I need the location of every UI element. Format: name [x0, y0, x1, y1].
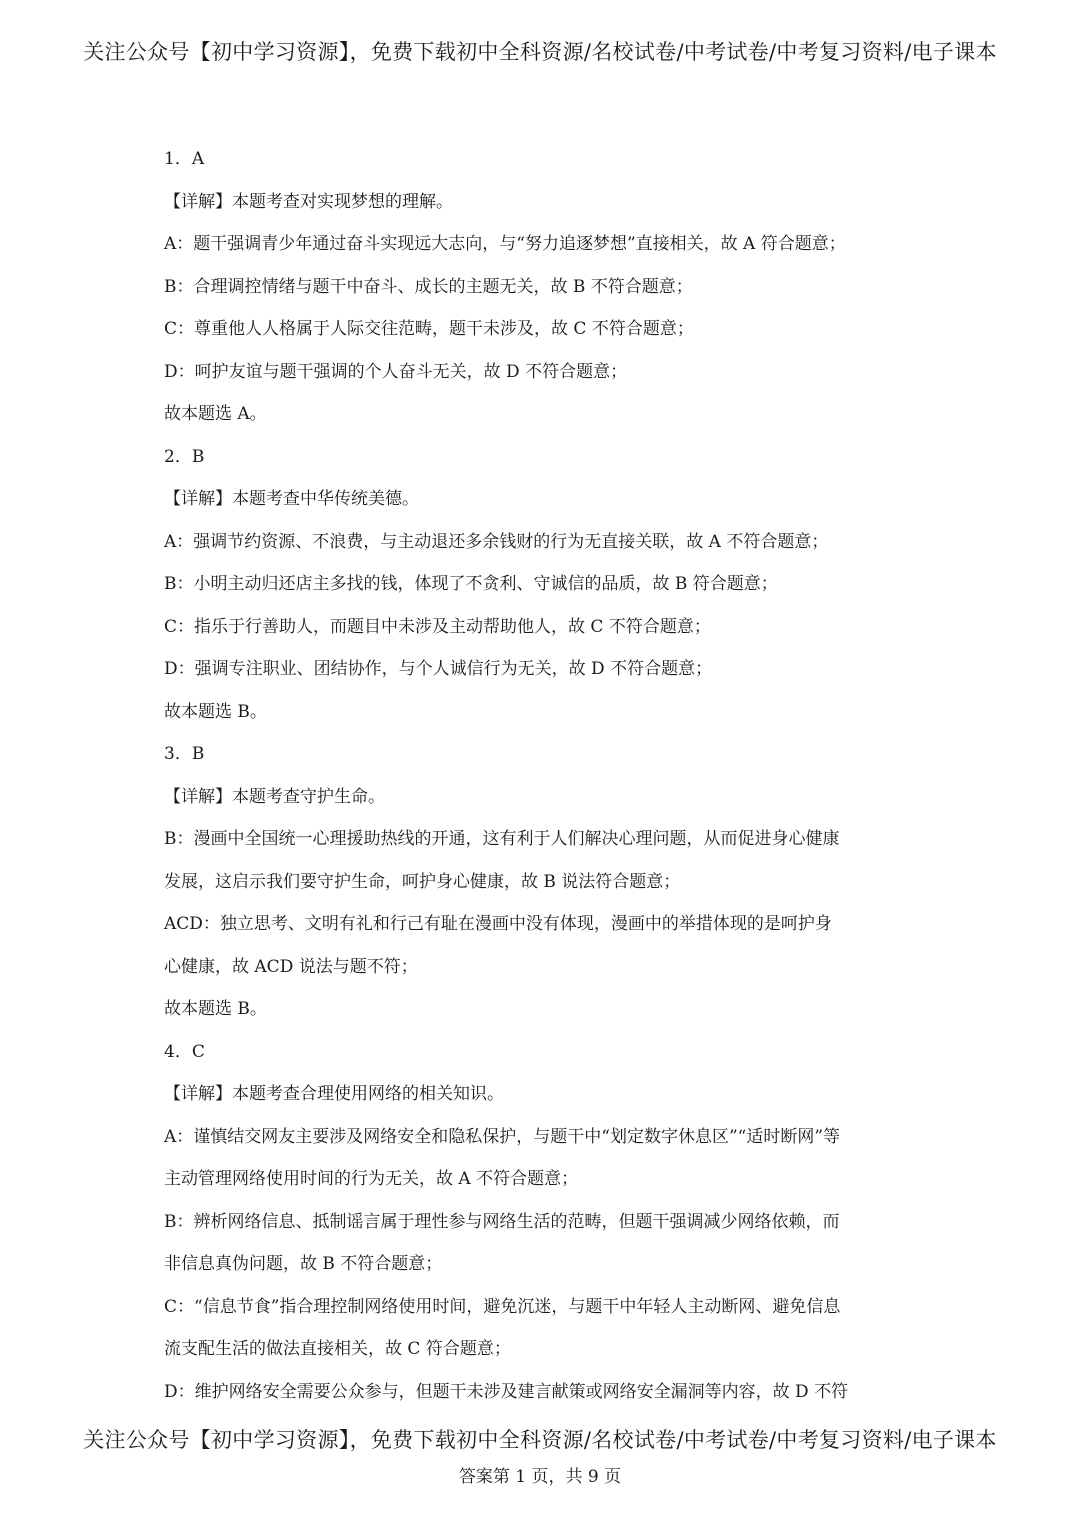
q3-option-acd-line1: ACD：独立思考、文明有礼和行己有耻在漫画中没有体现，漫画中的举措体现的是呵护身 [164, 914, 832, 934]
answer-content [164, 138, 924, 1413]
q3-option-b-line1: B：漫画中全国统一心理援助热线的开通，这有利于人们解决心理问题，从而促进身心健康 [164, 829, 840, 849]
q1-option-c: C：尊重他人人格属于人际交往范畴，题干未涉及，故 C 不符合题意； [164, 319, 694, 339]
header-promo-banner: 关注公众号【初中学习资源】，免费下载初中全科资源/名校试卷/中考试卷/中考复习资料/电子课本 [83, 40, 997, 64]
q4-option-c-line2: 流支配生活的做法直接相关，故 C 符合题意； [164, 1339, 511, 1359]
q2-answer: 2．B [164, 446, 205, 467]
q1-conclusion: 故本题选 A。 [164, 404, 267, 424]
q1-option-a: A：题干强调青少年通过奋斗实现远大志向，与“努力追逐梦想”直接相关，故 A 符合题意； [164, 234, 846, 254]
q2-conclusion: 故本题选 B。 [164, 701, 267, 722]
q1-option-b: B：合理调控情绪与题干中奋斗、成长的主题无关，故 B 不符合题意； [164, 276, 693, 297]
q4-option-a-line2: 主动管理网络使用时间的行为无关，故 A 不符合题意； [164, 1169, 579, 1189]
q3-option-acd-line2: 心健康，故 ACD 说法与题不符； [164, 956, 418, 977]
q4-option-b-line2: 非信息真伪问题，故 B 不符合题意； [164, 1254, 443, 1274]
page-number: 答案第 1 页，共 9 页 [458, 1467, 622, 1487]
q4-option-c-line1: C：“信息节食”指合理控制网络使用时间，避免沉迷，与题干中年轻人主动断网、避免信息 [164, 1296, 841, 1317]
q2-explanation-heading: 【详解】本题考查中华传统美德。 [164, 489, 419, 509]
q4-option-a-line1: A：谨慎结交网友主要涉及网络安全和隐私保护，与题干中“划定数字休息区”“适时断网”等 [164, 1126, 841, 1147]
q4-explanation-heading: 【详解】本题考查合理使用网络的相关知识。 [164, 1084, 504, 1104]
q2-option-c: C：指乐于行善助人，而题目中未涉及主动帮助他人，故 C 不符合题意； [164, 616, 711, 637]
q3-answer: 3．B [164, 744, 205, 764]
q2-option-d: D：强调专注职业、团结协作，与个人诚信行为无关，故 D 不符合题意； [164, 659, 713, 679]
q1-answer: 1．A [164, 149, 205, 169]
q2-option-a: A：强调节约资源、不浪费，与主动退还多余钱财的行为无直接关联，故 A 不符合题意； [164, 531, 829, 552]
q4-answer: 4．C [164, 1041, 205, 1062]
q3-option-b-line2: 发展，这启示我们要守护生命，呵护身心健康，故 B 说法符合题意； [164, 871, 681, 892]
footer-promo-banner: 关注公众号【初中学习资源】，免费下载初中全科资源/名校试卷/中考试卷/中考复习资料/电子课本 [83, 1428, 997, 1452]
q2-option-b: B：小明主动归还店主多找的钱，体现了不贪利、守诚信的品质，故 B 符合题意； [164, 574, 778, 594]
q4-option-d-line1: D：维护网络安全需要公众参与，但题干未涉及建言献策或网络安全漏洞等内容，故 D 不符 [164, 1381, 849, 1402]
q1-option-d: D：呵护友谊与题干强调的个人奋斗无关，故 D 不符合题意； [164, 361, 628, 382]
q4-option-b-line1: B：辨析网络信息、抵制谣言属于理性参与网络生活的范畴，但题干强调减少网络依赖，而 [164, 1211, 840, 1232]
q1-explanation-heading: 【详解】本题考查对实现梦想的理解。 [164, 191, 453, 212]
q3-explanation-heading: 【详解】本题考查守护生命。 [164, 786, 385, 807]
q3-conclusion: 故本题选 B。 [164, 999, 267, 1019]
